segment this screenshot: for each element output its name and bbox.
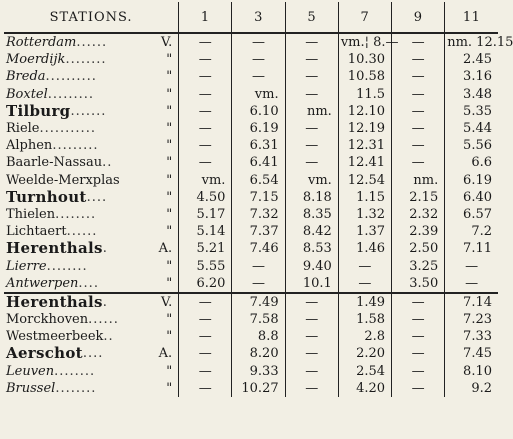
departure-time: 7.2 xyxy=(445,223,498,240)
departure-time: 6.41 xyxy=(232,154,285,171)
departure-time: 2.15 xyxy=(392,189,445,206)
station-name: Lierre xyxy=(6,258,47,274)
station-name: Herenthals xyxy=(6,239,103,258)
departure-time: 7.33 xyxy=(445,328,498,345)
arrival-departure-mark: " xyxy=(166,86,173,102)
departure-time: 8.18 xyxy=(285,189,338,206)
departure-time: 7.46 xyxy=(232,240,285,257)
departure-time: 6.19 xyxy=(445,172,498,189)
station-cell xyxy=(4,223,179,240)
departure-time: 7.32 xyxy=(232,206,285,223)
departure-time: — xyxy=(232,275,285,293)
departure-time: — xyxy=(338,275,391,293)
departure-time: — xyxy=(392,380,445,397)
departure-time: 1.32 xyxy=(338,206,391,223)
arrival-departure-mark: " xyxy=(166,172,173,188)
station-name: Leuven xyxy=(6,363,55,379)
departure-time: — xyxy=(232,257,285,274)
departure-time: 5.35 xyxy=(445,103,498,120)
departure-time: 2.39 xyxy=(392,223,445,240)
departure-time: 3.48 xyxy=(445,86,498,103)
departure-time: 8.42 xyxy=(285,223,338,240)
station-name: Riele xyxy=(6,121,40,137)
departure-time: — xyxy=(285,380,338,397)
station-row xyxy=(4,345,498,362)
departure-time: 7.23 xyxy=(445,311,498,328)
station-row xyxy=(4,68,498,85)
departure-time: — xyxy=(285,328,338,345)
departure-time: — xyxy=(392,311,445,328)
timetable-body xyxy=(4,33,513,397)
departure-time: — xyxy=(285,311,338,328)
leader-dots: ........ xyxy=(65,52,107,68)
station-name: Baarle-Nassau xyxy=(6,155,103,171)
departure-time: — xyxy=(392,137,445,154)
departure-time: — xyxy=(179,345,232,362)
departure-time: 1.37 xyxy=(338,223,391,240)
station-name: Aerschot xyxy=(6,344,83,363)
departure-time: — xyxy=(392,154,445,171)
departure-time: — xyxy=(392,86,445,103)
departure-time: 12.54 xyxy=(338,172,391,189)
departure-time: 2.45 xyxy=(445,51,498,68)
station-cell xyxy=(4,240,179,257)
departure-time: 10.58 xyxy=(338,68,391,85)
header-row xyxy=(4,2,498,33)
departure-time: vm. xyxy=(285,172,338,189)
station-name: Herenthals xyxy=(6,292,103,311)
departure-time: — xyxy=(232,33,285,51)
train-number-header: 9 xyxy=(392,2,445,33)
departure-time: vm. xyxy=(179,172,232,189)
train-number-header: 11 xyxy=(445,2,498,33)
leader-dots: ......... xyxy=(47,86,94,102)
station-row xyxy=(4,33,498,51)
station-row xyxy=(4,240,498,257)
leader-dots: ........... xyxy=(39,121,96,137)
arrival-departure-mark: " xyxy=(166,380,173,396)
station-name: Weelde-Merxplas xyxy=(6,172,120,188)
departure-time: — xyxy=(179,33,232,51)
departure-time: — xyxy=(179,154,232,171)
station-cell xyxy=(4,189,179,206)
departure-time: 2.54 xyxy=(338,363,391,380)
departure-time: — xyxy=(179,311,232,328)
station-row xyxy=(4,311,498,328)
station-row xyxy=(4,86,498,103)
station-name: Tilburg xyxy=(6,101,71,120)
departure-time: — xyxy=(392,103,445,120)
station-row xyxy=(4,137,498,154)
station-row xyxy=(4,223,498,240)
departure-time: 9.40 xyxy=(285,257,338,274)
departure-time: 6.10 xyxy=(232,103,285,120)
departure-time: vm. xyxy=(232,86,285,103)
station-name: Morckhoven xyxy=(6,312,89,328)
leader-dots: . xyxy=(102,294,108,310)
departure-time: 7.15 xyxy=(232,189,285,206)
arrival-departure-mark: " xyxy=(166,312,173,328)
departure-time: 10.1 xyxy=(285,275,338,293)
departure-time: 7.11 xyxy=(445,240,498,257)
departure-time: — xyxy=(179,103,232,120)
departure-time: 8.8 xyxy=(232,328,285,345)
leader-dots: .. xyxy=(102,155,113,171)
departure-time: 6.54 xyxy=(232,172,285,189)
station-row xyxy=(4,206,498,223)
station-cell xyxy=(4,328,179,345)
station-name: Lichtaert xyxy=(6,224,67,240)
arrival-departure-mark: " xyxy=(166,329,173,345)
departure-time: 3.25 xyxy=(392,257,445,274)
departure-time: — xyxy=(179,86,232,103)
leader-dots: ......... xyxy=(52,138,99,154)
departure-time: 5.55 xyxy=(179,257,232,274)
departure-time: — xyxy=(285,363,338,380)
departure-time: 1.49 xyxy=(338,293,391,311)
departure-time: 12.41 xyxy=(338,154,391,171)
departure-time: — xyxy=(285,293,338,311)
departure-time: — xyxy=(392,345,445,362)
station-row xyxy=(4,257,498,274)
departure-time: — xyxy=(285,120,338,137)
leader-dots: .... xyxy=(82,346,104,362)
departure-time: 6.57 xyxy=(445,206,498,223)
arrival-departure-mark: A. xyxy=(158,241,173,257)
departure-time: 5.44 xyxy=(445,120,498,137)
station-cell xyxy=(4,206,179,223)
leader-dots: . xyxy=(102,241,108,257)
departure-time: — xyxy=(179,137,232,154)
departure-time: — xyxy=(179,380,232,397)
arrival-departure-mark: " xyxy=(166,275,173,291)
station-name: Westmeerbeek xyxy=(6,329,104,345)
leader-dots: ....... xyxy=(70,103,107,119)
departure-time: — xyxy=(392,68,445,85)
departure-time: — xyxy=(179,68,232,85)
station-cell xyxy=(4,275,179,293)
departure-time: 9.2 xyxy=(445,380,498,397)
station-cell xyxy=(4,103,179,120)
leader-dots: ...... xyxy=(66,224,98,240)
leader-dots xyxy=(120,172,165,189)
departure-time: 10.27 xyxy=(232,380,285,397)
station-cell xyxy=(4,86,179,103)
station-name: Breda xyxy=(6,69,46,85)
leader-dots: .... xyxy=(86,189,108,205)
station-name: Antwerpen xyxy=(6,275,79,291)
departure-time: 7.49 xyxy=(232,293,285,311)
departure-time: 10.30 xyxy=(338,51,391,68)
stations-header: STATIONS. xyxy=(4,2,179,33)
departure-time: 7.14 xyxy=(445,293,498,311)
leader-dots: ........ xyxy=(46,258,88,274)
arrival-departure-mark: V. xyxy=(160,35,173,51)
leader-dots: .......... xyxy=(45,69,97,85)
arrival-departure-mark: " xyxy=(166,206,173,222)
station-cell xyxy=(4,293,179,311)
departure-time: — xyxy=(285,137,338,154)
departure-time: — xyxy=(285,345,338,362)
departure-time: 3.50 xyxy=(392,275,445,293)
departure-time: — xyxy=(392,328,445,345)
station-row xyxy=(4,189,498,206)
departure-time: — xyxy=(392,293,445,311)
departure-time: — xyxy=(445,275,498,293)
departure-time: — xyxy=(285,51,338,68)
departure-time: 8.53 xyxy=(285,240,338,257)
departure-time: 1.58 xyxy=(338,311,391,328)
arrival-departure-mark: " xyxy=(166,103,173,119)
departure-time: — xyxy=(232,51,285,68)
departure-time: 6.6 xyxy=(445,154,498,171)
departure-time: — xyxy=(179,363,232,380)
arrival-departure-mark: V. xyxy=(160,294,173,310)
station-row xyxy=(4,293,498,311)
departure-time: 2.50 xyxy=(392,240,445,257)
departure-time: — xyxy=(392,363,445,380)
departure-time: 6.20 xyxy=(179,275,232,293)
departure-time: 6.40 xyxy=(445,189,498,206)
station-cell xyxy=(4,311,179,328)
departure-time: 7.37 xyxy=(232,223,285,240)
departure-time: — xyxy=(392,51,445,68)
departure-time: 12.10 xyxy=(338,103,391,120)
leader-dots: ...... xyxy=(76,35,108,51)
departure-time: 4.50 xyxy=(179,189,232,206)
departure-time: 7.58 xyxy=(232,311,285,328)
departure-time: 4.20 xyxy=(338,380,391,397)
departure-time: nm. xyxy=(392,172,445,189)
departure-time: 2.20 xyxy=(338,345,391,362)
departure-time: 5.56 xyxy=(445,137,498,154)
arrival-departure-mark: " xyxy=(166,69,173,85)
departure-time: 5.14 xyxy=(179,223,232,240)
station-cell xyxy=(4,363,179,380)
arrival-departure-mark: A. xyxy=(158,346,173,362)
station-cell xyxy=(4,257,179,274)
arrival-departure-mark: " xyxy=(166,189,173,205)
departure-time: 8.35 xyxy=(285,206,338,223)
station-row xyxy=(4,120,498,137)
station-name: Turnhout xyxy=(6,187,87,206)
train-number-header: 7 xyxy=(338,2,391,33)
departure-time: vm.¦ 8.— xyxy=(338,33,391,51)
station-cell xyxy=(4,345,179,362)
departure-time: — xyxy=(179,328,232,345)
departure-time: 6.31 xyxy=(232,137,285,154)
train-number-header: 3 xyxy=(232,2,285,33)
timetable xyxy=(4,2,513,397)
departure-time: — xyxy=(179,120,232,137)
departure-time: — xyxy=(285,33,338,51)
departure-time: — xyxy=(285,68,338,85)
departure-time: — xyxy=(445,257,498,274)
leader-dots: ...... xyxy=(88,312,119,328)
station-cell xyxy=(4,120,179,137)
station-name: Rotterdam xyxy=(6,35,77,51)
arrival-departure-mark: " xyxy=(166,224,173,240)
station-cell xyxy=(4,380,179,397)
station-cell xyxy=(4,154,179,171)
arrival-departure-mark: " xyxy=(166,52,173,68)
departure-time: — xyxy=(179,51,232,68)
station-row xyxy=(4,363,498,380)
departure-time: — xyxy=(232,68,285,85)
departure-time: nm. 12.15 xyxy=(445,33,498,51)
station-cell xyxy=(4,51,179,68)
station-row xyxy=(4,380,498,397)
departure-time: 6.19 xyxy=(232,120,285,137)
leader-dots: .... xyxy=(78,275,99,291)
station-cell xyxy=(4,172,179,189)
departure-time: — xyxy=(285,154,338,171)
station-cell xyxy=(4,33,179,51)
station-name: Alphen xyxy=(6,138,53,154)
departure-time: 3.16 xyxy=(445,68,498,85)
departure-time: — xyxy=(392,33,445,51)
departure-time: 11.5 xyxy=(338,86,391,103)
station-cell xyxy=(4,137,179,154)
departure-time: — xyxy=(179,293,232,311)
departure-time: 8.20 xyxy=(232,345,285,362)
station-name: Boxtel xyxy=(6,86,48,102)
station-row xyxy=(4,172,498,189)
departure-time: 2.32 xyxy=(392,206,445,223)
departure-time: — xyxy=(285,86,338,103)
station-name: Moerdijk xyxy=(6,52,66,68)
leader-dots: ........ xyxy=(54,363,96,379)
station-row xyxy=(4,328,498,345)
station-row xyxy=(4,51,498,68)
station-name: Thielen xyxy=(6,206,56,222)
leader-dots: .. xyxy=(103,329,114,345)
station-cell xyxy=(4,68,179,85)
station-name: Brussel xyxy=(6,380,56,396)
station-row xyxy=(4,103,498,120)
departure-time: — xyxy=(338,257,391,274)
arrival-departure-mark: " xyxy=(166,121,173,137)
arrival-departure-mark: " xyxy=(166,155,173,171)
train-number-header: 1 xyxy=(179,2,232,33)
arrival-departure-mark: " xyxy=(166,258,173,274)
departure-time: 5.21 xyxy=(179,240,232,257)
departure-time: — xyxy=(392,120,445,137)
leader-dots: ........ xyxy=(55,380,97,396)
arrival-departure-mark: " xyxy=(166,138,173,154)
departure-time: 9.33 xyxy=(232,363,285,380)
departure-time: 12.31 xyxy=(338,137,391,154)
leader-dots: ........ xyxy=(55,206,97,222)
departure-time: 2.8 xyxy=(338,328,391,345)
station-row xyxy=(4,275,498,293)
departure-time: nm. xyxy=(285,103,338,120)
departure-time: 1.15 xyxy=(338,189,391,206)
arrival-departure-mark: " xyxy=(166,363,173,379)
departure-time: 8.10 xyxy=(445,363,498,380)
train-number-header: 5 xyxy=(285,2,338,33)
departure-time: 12.19 xyxy=(338,120,391,137)
station-row xyxy=(4,154,498,171)
departure-time: 7.45 xyxy=(445,345,498,362)
departure-time: 1.46 xyxy=(338,240,391,257)
departure-time: 5.17 xyxy=(179,206,232,223)
